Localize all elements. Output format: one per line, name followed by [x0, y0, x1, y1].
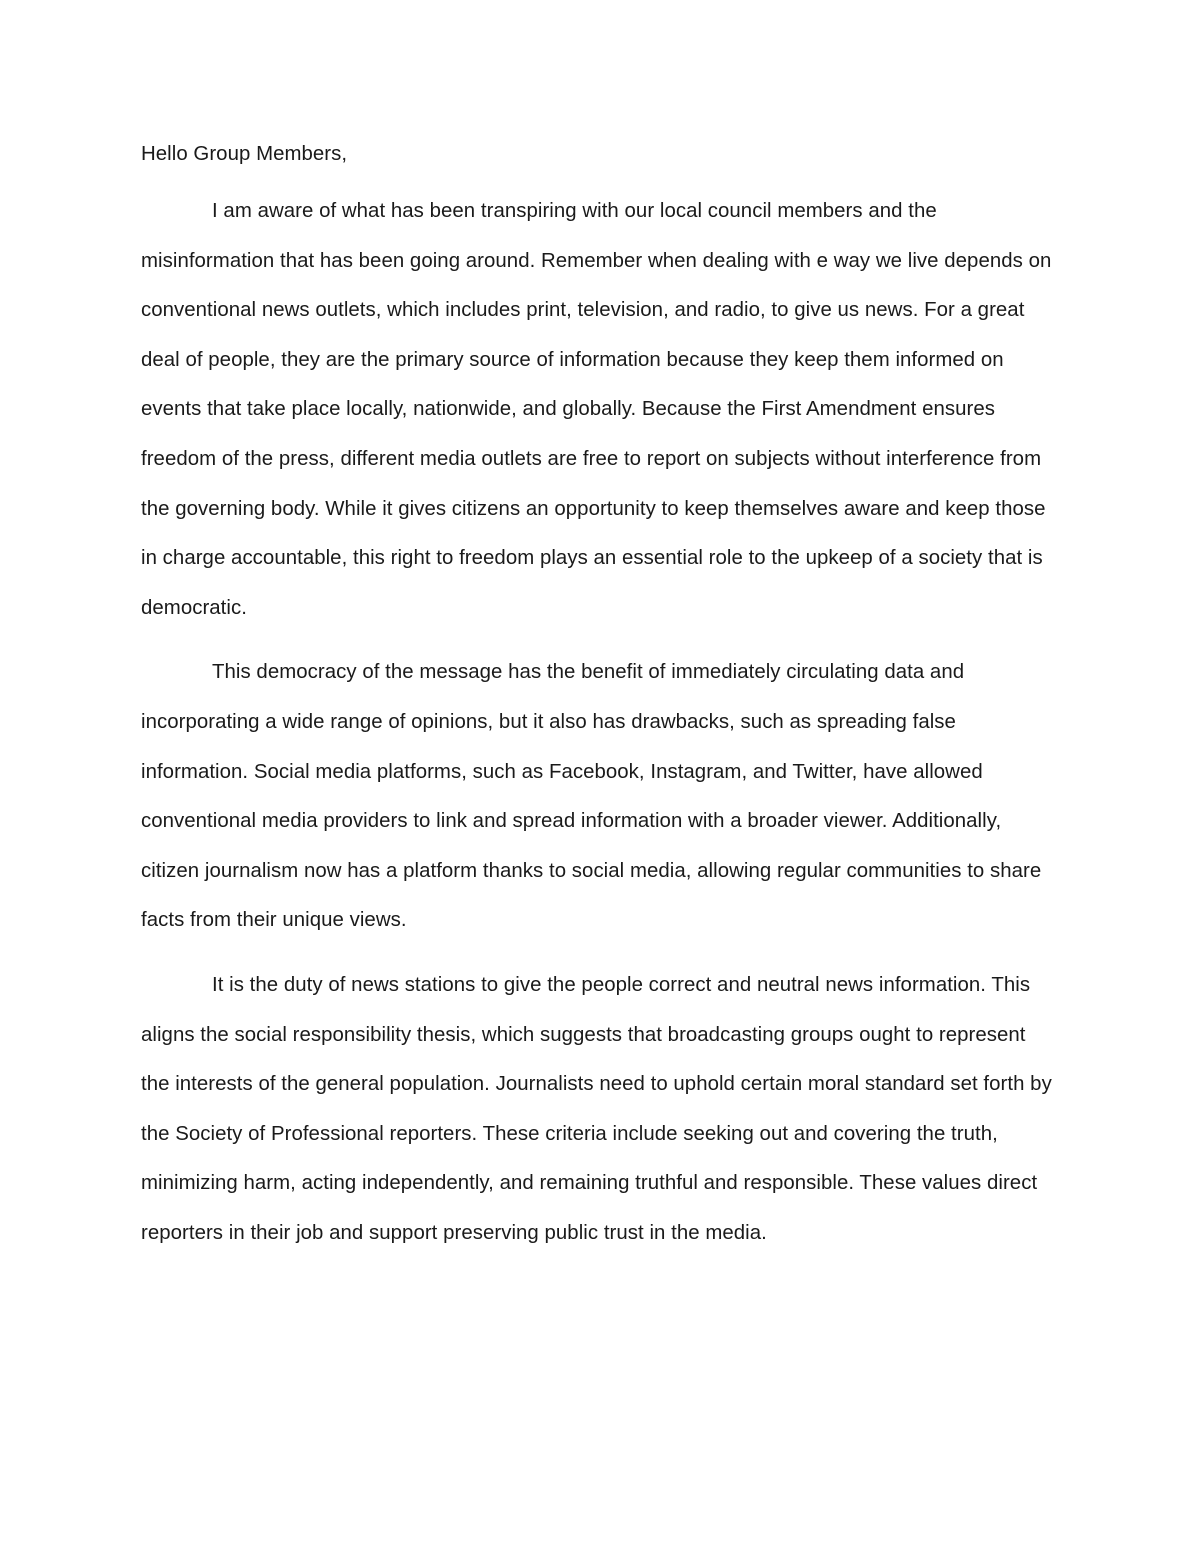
paragraph-2: This democracy of the message has the benefit of immediately circulating data and incorporating a wide range of opinions, but it also has drawbacks, such as spreading false information. Social media platforms, such as Facebook, Instagram, and Twitter, have allowed conventional media providers to link and spread information with a broader viewer. Additionally, citizen journalism now has a platform thanks to social media, allowing regular communities to share facts from their unique views. — [141, 661, 1042, 932]
paragraph-3: It is the duty of news stations to give the people correct and neutral news information. This aligns the social responsibility thesis, which suggests that broadcasting groups ought to represent the interests of the general population. Journalists need to uphold certain moral standard set forth by the Society of Professional reporters. These criteria include seeking out and covering the truth, minimizing harm, acting independently, and remaining truthful and responsible. These values direct reporters in their job and support preserving public trust in the media. — [141, 973, 1052, 1244]
paragraph-1: I am aware of what has been transpiring with our local council members and the misinformation that has been going around. Remember when dealing with e way we live depends on conventional news outlets, which includes print, television, and radio, to give us news. For a great deal of people, they are the primary source of information because they keep them informed on events that take place locally, nationwide, and globally. Because the First Amendment ensures freedom of the press, different media outlets are free to report on subjects without interference from the governing body. While it gives citizens an opportunity to keep themselves aware and keep those in charge accountable, this right to freedom plays an essential role to the upkeep of a society that is democratic. — [141, 200, 1052, 619]
salutation: Hello Group Members, — [141, 143, 348, 165]
document-body — [141, 136, 1053, 1258]
